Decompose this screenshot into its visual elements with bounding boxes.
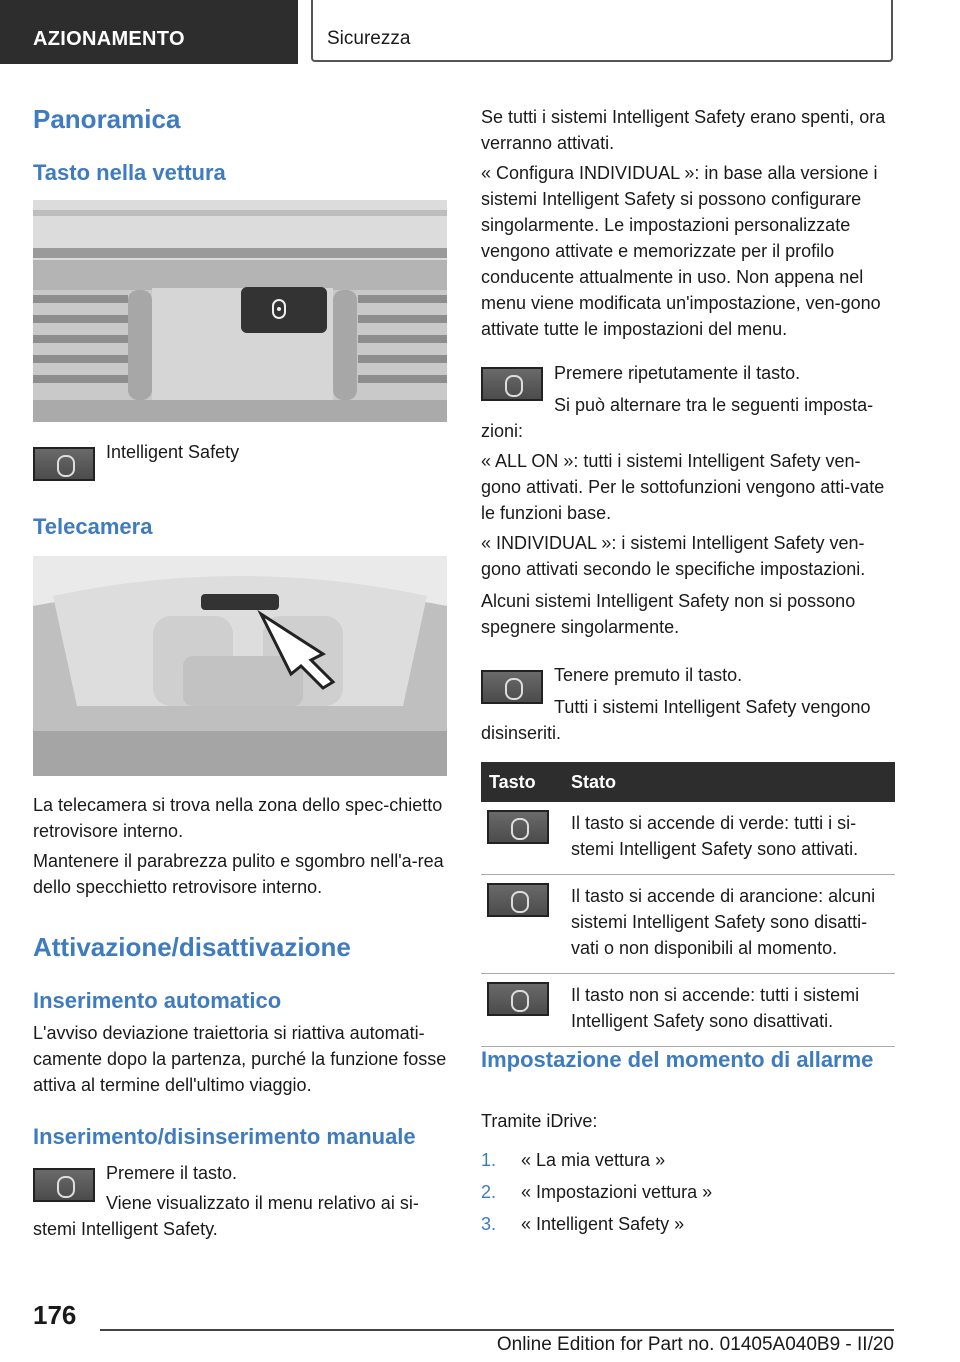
footer-edition: Online Edition for Part no. 01405A040B9 - II/20	[496, 1334, 894, 1355]
button-caption: Intelligent Safety	[106, 442, 240, 462]
heading-overview: Panoramica	[33, 104, 181, 134]
orange-button-icon	[487, 883, 549, 917]
camera-location-photo	[33, 556, 447, 776]
green-button-icon	[487, 810, 549, 844]
hold-press-text: Tenere premuto il tasto.	[554, 665, 743, 685]
off-button-icon	[487, 982, 549, 1016]
auto-text: L'avviso deviazione traiettoria si riattiva automati-camente dopo la partenza, purché la funzione fosse attiva al termine dell'ultimo viaggio.	[33, 1023, 447, 1095]
table-row	[481, 875, 895, 974]
hold-result-text: Tutti i sistemi Intelligent Safety vengono disinseriti.	[481, 697, 871, 743]
heading-manual: Inserimento/disinserimento manuale	[33, 1124, 416, 1149]
idrive-steps	[481, 1150, 895, 1246]
table-header-button: Tasto	[481, 762, 563, 802]
heading-activation: Attivazione/disattivazione	[33, 932, 351, 962]
table-cell-status: Il tasto non si accende: tutti i sistemi Intelligent Safety sono disattivati.	[563, 974, 895, 1047]
table-header-row	[481, 762, 895, 802]
table-row	[481, 974, 895, 1047]
camera-clean-text: Mantenere il parabrezza pulito e sgombro nell'a-rea dello specchietto retrovisore interno.	[33, 851, 444, 897]
manual-menu-text: Viene visualizzato il menu relativo ai si-stemi Intelligent Safety.	[33, 1193, 419, 1239]
repeat-options-text: Si può alternare tra le seguenti imposta-zioni:	[481, 395, 874, 441]
heading-camera: Telecamera	[33, 514, 153, 539]
individual-config-text: « Configura INDIVIDUAL »: in base alla versione i sistemi Intelligent Safety si possono configurare singolarmente. Le impostazioni personalizzate vengono attivate e memorizzate per il profilo conducente attualmente in uso. Non appena nel menu viene modificata un'impostazione, ven-gono attivate tutte le impostazioni del menu.	[481, 163, 881, 339]
camera-location-text: La telecamera si trova nella zona dello spec-chietto retrovisore interno.	[33, 795, 443, 841]
button-status-table	[481, 762, 895, 1047]
page-number: 176	[33, 1300, 77, 1330]
section-title: AZIONAMENTO	[33, 28, 185, 50]
intelligent-safety-button-icon	[33, 447, 95, 481]
list-item: 1. « La mia vettura »	[481, 1150, 666, 1170]
activated-text: Se tutti i sistemi Intelligent Safety erano spenti, ora verranno attivati.	[481, 107, 886, 153]
individual-text: « INDIVIDUAL »: i sistemi Intelligent Safety ven-gono attivati secondo le specifiche impostazioni.	[481, 533, 866, 579]
list-item: 2. « Impostazioni vettura »	[481, 1182, 713, 1202]
list-item: 3. « Intelligent Safety »	[481, 1214, 685, 1234]
manual-press-text: Premere il tasto.	[106, 1163, 238, 1183]
idrive-text: Tramite iDrive:	[481, 1111, 598, 1131]
some-systems-text: Alcuni sistemi Intelligent Safety non si possono spegnere singolarmente.	[481, 591, 856, 637]
footer-divider	[100, 1329, 894, 1331]
repeat-press-text: Premere ripetutamente il tasto.	[554, 363, 801, 383]
section-tab	[0, 0, 298, 64]
table-cell-status: Il tasto si accende di verde: tutti i si-stemi Intelligent Safety sono attivati.	[563, 802, 895, 875]
dashboard-button-photo	[33, 200, 447, 422]
chapter-tab	[311, 0, 893, 62]
all-on-text: « ALL ON »: tutti i sistemi Intelligent Safety ven-gono attivati. Per le sottofunzioni vengono atti-vate le funzioni base.	[481, 451, 885, 523]
chapter-title: Sicurezza	[327, 28, 411, 49]
table-cell-status: Il tasto si accende di arancione: alcuni sistemi Intelligent Safety sono disatti-vati o non disponibili al momento.	[563, 875, 895, 974]
heading-warning-time: Impostazione del momento di allarme	[481, 1047, 874, 1072]
heading-button-in-car: Tasto nella vettura	[33, 160, 226, 185]
heading-auto: Inserimento automatico	[33, 988, 282, 1013]
table-header-status: Stato	[563, 762, 895, 802]
table-row	[481, 802, 895, 875]
